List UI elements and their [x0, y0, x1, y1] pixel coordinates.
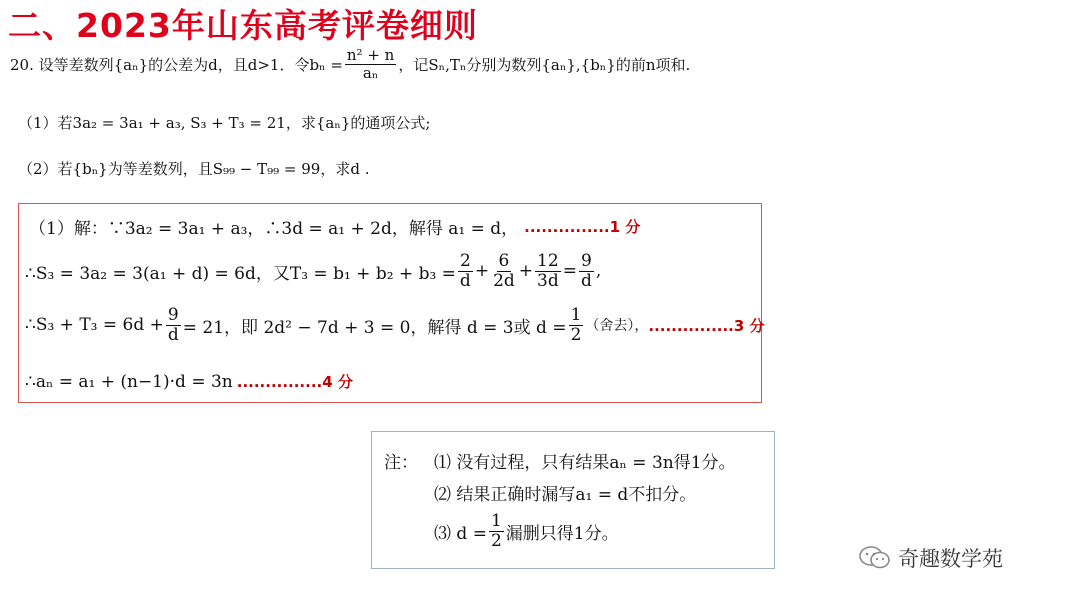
fraction-numerator: 12	[537, 251, 559, 271]
solution-line-3	[25, 306, 765, 344]
fraction	[166, 306, 181, 344]
fraction-denominator: 2	[490, 530, 502, 551]
problem-part-1: （1）若3a₂ = 3a₁ + a₃, S₃ + T₃ = 21，求{aₙ}的通项公式;	[18, 114, 431, 132]
solution-box	[18, 203, 765, 403]
solution-line-1-text: （1）解：∵3a₂ = 3a₁ + a₃，∴3d = a₁ + 2d，解得 a₁ = d，	[29, 219, 519, 239]
fraction	[579, 252, 594, 290]
fraction-numerator: 6	[498, 251, 510, 271]
fraction-numerator: n² + n	[346, 46, 395, 64]
problem-stem-fraction	[345, 47, 396, 81]
watermark	[858, 543, 1003, 573]
fraction-denominator: d	[167, 324, 179, 345]
note-item-2: ⑵ 结果正确时漏写a₁ = d不扣分。	[434, 485, 697, 505]
note-item-3-text-b: 漏删只得1分。	[505, 523, 619, 544]
comma: ,	[595, 261, 602, 282]
page-title: 二、2023年山东高考评卷细则	[8, 6, 478, 45]
fraction	[491, 252, 517, 290]
problem-stem-part-b: ，记Sₙ,Tₙ分别为数列{aₙ},{bₙ}的前n项和.	[398, 55, 691, 74]
note-box	[371, 431, 775, 569]
note-item-3-text-a: ⑶ d =	[434, 523, 487, 544]
watermark-text: 奇趣数学苑	[898, 547, 1003, 571]
solution-line-4-text: ∴aₙ = a₁ + (n−1)·d = 3n	[25, 371, 233, 392]
fraction	[569, 306, 584, 344]
solution-line-4	[25, 371, 353, 392]
solution-line-3-text-c: （舍去），	[585, 318, 649, 335]
fraction-numerator: 1	[490, 511, 502, 531]
fraction-numerator: 9	[581, 251, 592, 271]
score-mark-3: ...............3 分	[648, 316, 765, 335]
solution-line-2	[25, 252, 601, 290]
fraction-numerator: 1	[570, 305, 582, 325]
fraction	[458, 252, 473, 290]
fraction-denominator: d	[459, 270, 471, 291]
solution-line-3-text-b: = 21，即 2d² − 7d + 3 = 0，解得 d = 3或 d =	[182, 317, 567, 338]
fraction-numerator: 9	[167, 305, 179, 325]
note-label: 注：	[384, 453, 418, 473]
solution-line-2-text: ∴S₃ = 3a₂ = 3(a₁ + d) = 6d，又T₃ = b₁ + b₂ + b₃ =	[25, 263, 456, 284]
score-mark-1: ...............1 分	[524, 218, 641, 236]
note-item-1: ⑴ 没有过程，只有结果aₙ = 3n得1分。	[434, 453, 736, 473]
fraction	[535, 252, 561, 290]
problem-stem	[10, 47, 690, 81]
equals-sign: =	[562, 261, 577, 282]
solution-line-1	[29, 214, 640, 239]
problem-stem-part-a: 20. 设等差数列{aₙ}的公差为d，且d>1．令bₙ =	[10, 55, 343, 74]
plus-sign: +	[474, 261, 490, 282]
fraction-denominator: d	[580, 270, 592, 291]
fraction-denominator: 2	[570, 324, 582, 345]
note-item-3	[434, 512, 619, 550]
problem-part-2: （2）若{bₙ}为等差数列，且S₉₉ − T₉₉ = 99，求d .	[18, 160, 370, 178]
fraction	[489, 512, 504, 550]
plus-sign: +	[518, 261, 534, 282]
fraction-denominator: 2d	[493, 270, 515, 291]
solution-line-3-text-a: ∴S₃ + T₃ = 6d +	[25, 315, 164, 336]
fraction-denominator: aₙ	[362, 63, 379, 82]
wechat-icon	[858, 545, 892, 571]
fraction-denominator: 3d	[537, 270, 559, 291]
fraction-numerator: 2	[459, 251, 471, 271]
score-mark-4: ...............4 分	[236, 373, 353, 391]
